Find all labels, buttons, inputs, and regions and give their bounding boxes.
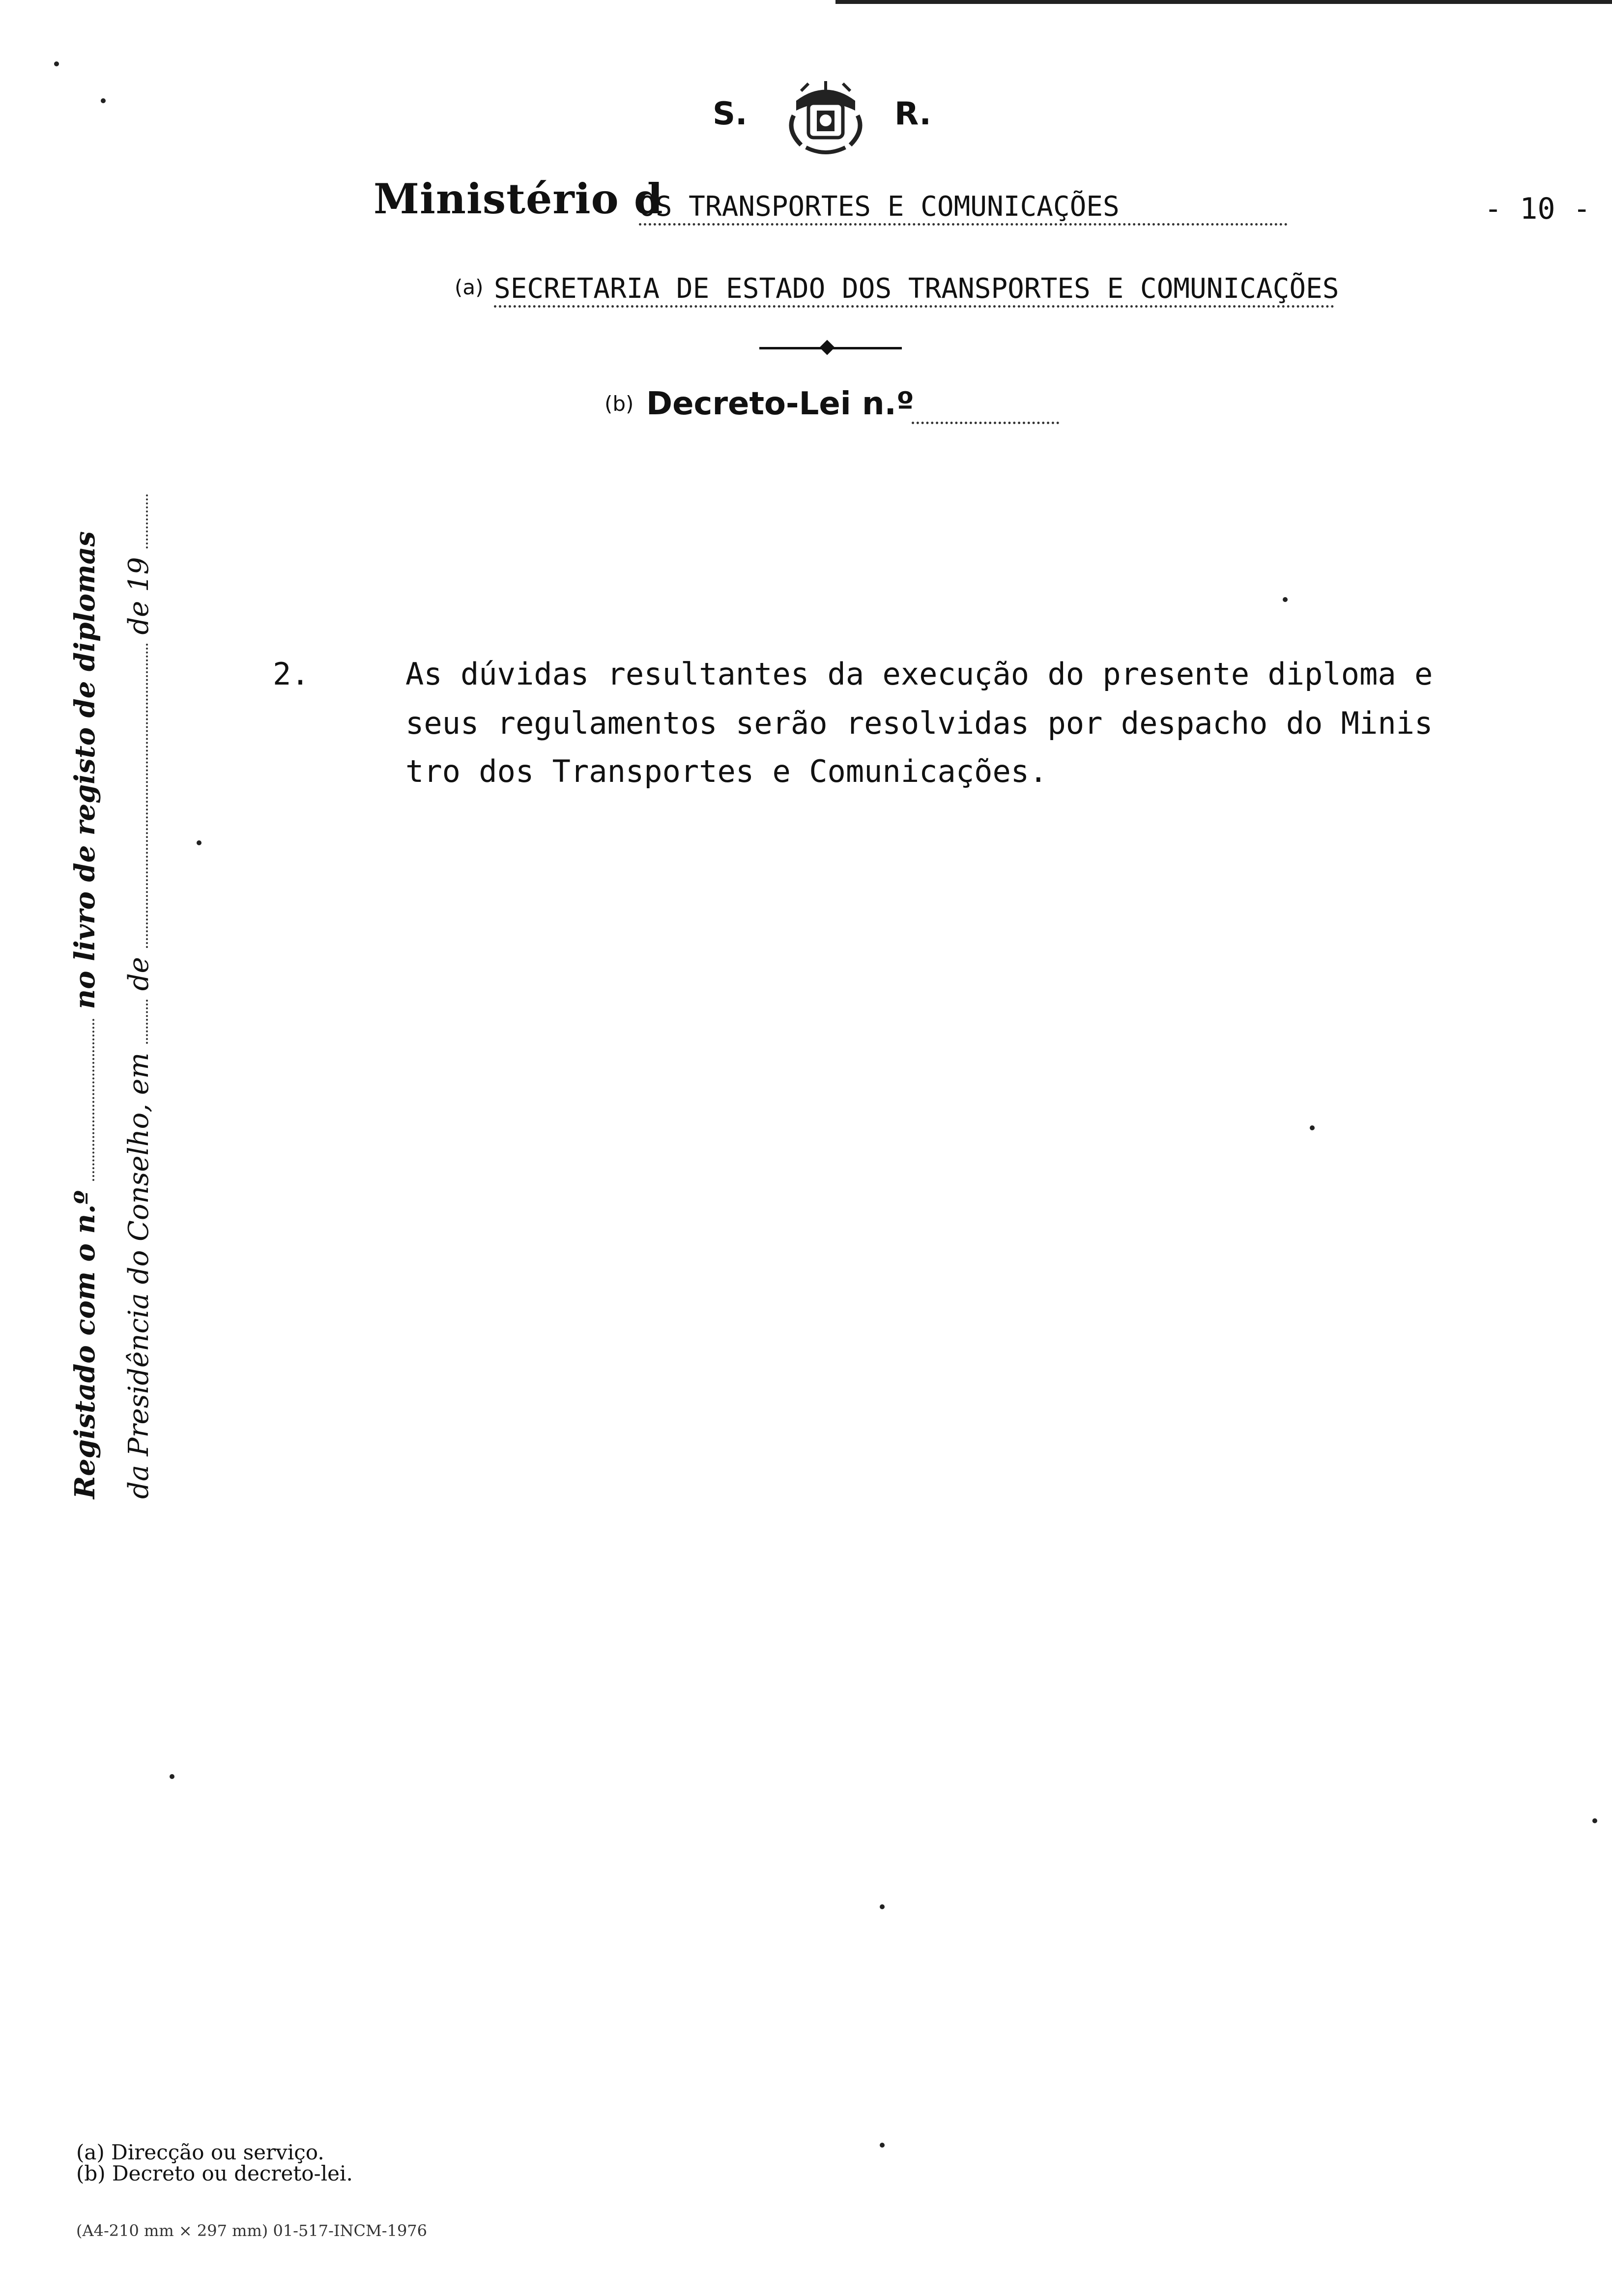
seal-right-letter: R.	[894, 96, 931, 132]
year-blank	[126, 494, 148, 548]
scan-speck	[101, 98, 106, 103]
scan-speck	[170, 1774, 174, 1779]
decreto-number-field	[912, 393, 1059, 424]
scan-speck	[1592, 1818, 1597, 1823]
decreto-footnote-mark: (b)	[604, 392, 634, 416]
ministerio-label: Ministério d	[374, 174, 663, 223]
month-connector: de	[123, 957, 155, 991]
year-label: de 19	[123, 557, 155, 635]
scan-speck	[880, 1904, 885, 1909]
scan-speck	[197, 840, 202, 845]
seal-header	[713, 81, 958, 160]
margin-note-line-1	[69, 531, 101, 1499]
form-code: (A4-210 mm × 297 mm) 01-517-INCM-1976	[76, 2221, 428, 2240]
month-blank	[126, 643, 148, 948]
coat-of-arms-icon	[786, 81, 865, 155]
day-blank	[126, 1000, 148, 1044]
ministerio-field: OS TRANSPORTES E COMUNICAÇÕES	[639, 191, 1288, 226]
paragraph-line: seus regulamentos serão resolvidas por despacho do Minis	[405, 705, 1433, 741]
divider-diamond-icon	[819, 340, 835, 355]
scan-speck	[1310, 1125, 1315, 1130]
seal-left-letter: S.	[713, 96, 748, 132]
footnote-a: (a) Direcção ou serviço.	[76, 2140, 324, 2164]
margin-registration-note	[69, 531, 211, 1499]
registration-number-label: Registado com o n.º	[69, 1190, 101, 1499]
presidency-date-label: da Presidência do Conselho, em	[123, 1052, 155, 1499]
registration-number-blank	[73, 1019, 94, 1181]
registry-book-label: no livro de registo de diplomas	[69, 531, 101, 1009]
top-border-line	[835, 0, 1612, 4]
secretaria-footnote-mark: (a)	[455, 275, 484, 299]
scan-speck	[880, 2143, 885, 2148]
scan-speck	[54, 61, 59, 66]
scan-speck	[1283, 597, 1288, 602]
decreto-label: Decreto-Lei n.º	[646, 386, 914, 422]
secretaria-field: SECRETARIA DE ESTADO DOS TRANSPORTES E COMUNICAÇÕES	[494, 273, 1334, 308]
margin-note-line-2	[123, 494, 155, 1499]
paragraph-line: As dúvidas resultantes da execução do presente diploma e	[405, 656, 1433, 692]
paragraph-number: 2.	[273, 656, 310, 692]
footnote-b: (b) Decreto ou decreto-lei.	[76, 2161, 353, 2185]
paragraph-line: tro dos Transportes e Comunicações.	[405, 753, 1048, 789]
page-number: - 10 -	[1484, 192, 1591, 226]
